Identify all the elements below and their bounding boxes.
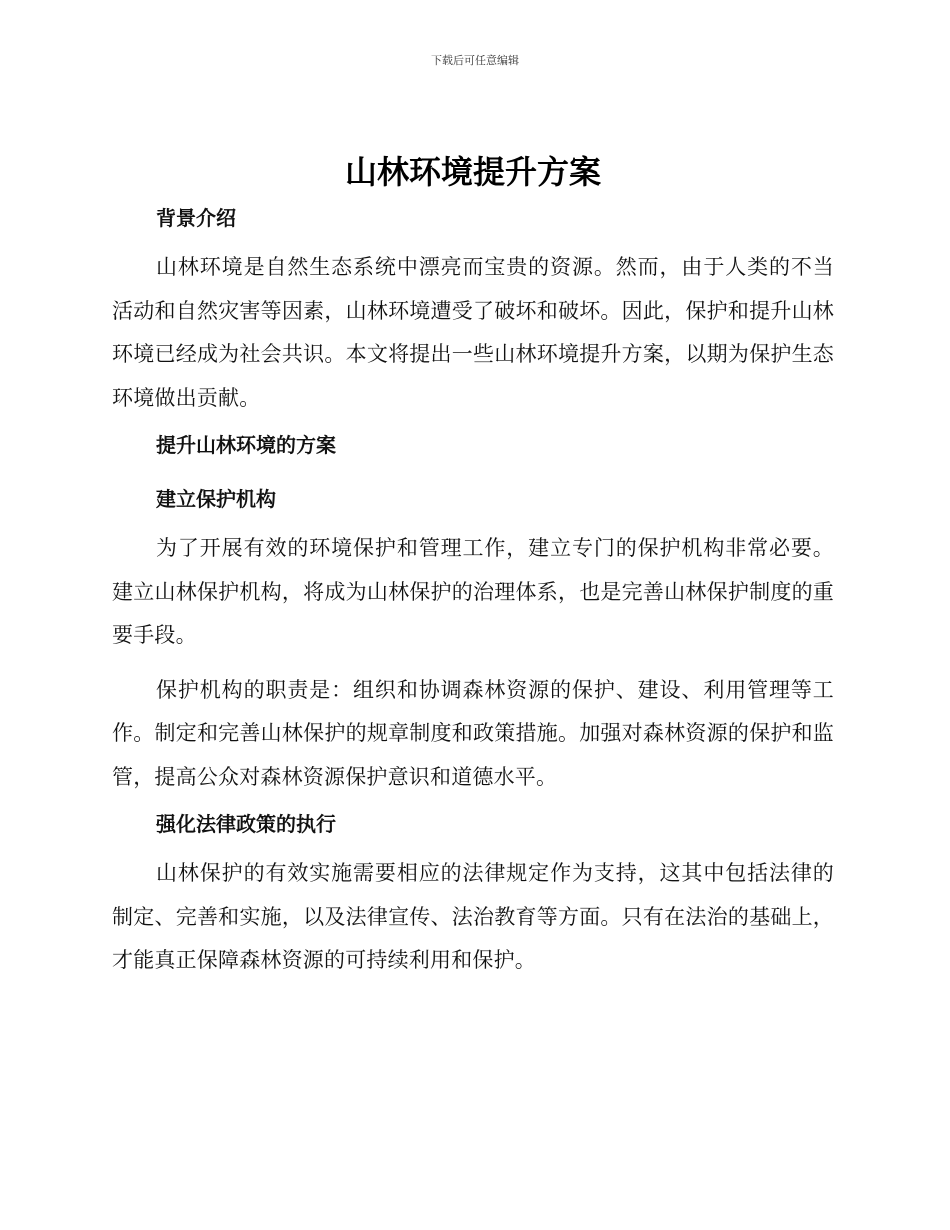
document-body xyxy=(112,150,834,983)
heading-law: 强化法律政策的执行 xyxy=(156,812,336,836)
heading-plan: 提升山林环境的方案 xyxy=(156,433,336,457)
paragraph-organization-1: 为了开展有效的环境保护和管理工作，建立专门的保护机构非常必要。建立山林保护机构，将成为山林保护的治理体系，也是完善山林保护制度的重要手段。 xyxy=(112,536,834,647)
page-header-note: 下载后可任意编辑 xyxy=(431,54,519,67)
document-title: 山林环境提升方案 xyxy=(344,153,601,191)
heading-organization: 建立保护机构 xyxy=(156,487,276,511)
paragraph-background: 山林环境是自然生态系统中漂亮而宝贵的资源。然而，由于人类的不当活动和自然灾害等因素，山林环境遭受了破坏和破坏。因此，保护和提升山林环境已经成为社会共识。本文将提出一些山林环境提升方案，以期为保护生态环境做出贡献。 xyxy=(112,255,834,410)
paragraph-organization-2: 保护机构的职责是：组织和协调森林资源的保护、建设、利用管理等工作。制定和完善山林保护的规章制度和政策措施。加强对森林资源的保护和监管，提高公众对森林资源保护意识和道德水平。 xyxy=(112,677,834,789)
heading-background: 背景介绍 xyxy=(156,206,236,230)
paragraph-law: 山林保护的有效实施需要相应的法律规定作为支持，这其中包括法律的制定、完善和实施，以及法律宣传、法治教育等方面。只有在法治的基础上，才能真正保障森林资源的可持续利用和保护。 xyxy=(112,861,834,972)
